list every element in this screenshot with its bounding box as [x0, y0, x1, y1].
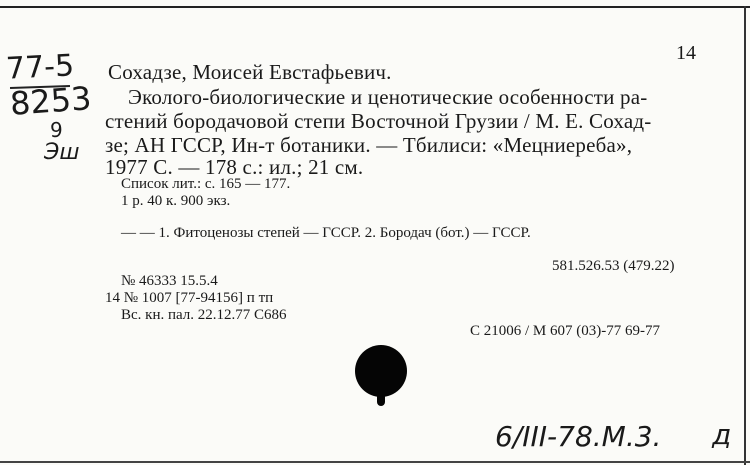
bibliography-note: Список лит.: с. 165 — 177. — [121, 176, 291, 192]
handwritten-date-note: 6/III-78.M.3. — [495, 420, 662, 453]
bottom-border — [0, 461, 750, 463]
punch-hole-tab — [377, 392, 385, 406]
handwritten-shelf-number: 8253 — [8, 79, 93, 123]
title-line-4: 1977 С. — 178 с.: ил.; 21 см. — [105, 155, 364, 179]
handwritten-mark: д — [712, 418, 732, 451]
registration-line: 14 № 1007 [77-94156] п тп — [105, 290, 274, 306]
title-line-1: Эколого-биологические и ценотические особенности ра- — [128, 85, 648, 109]
page-number: 14 — [676, 42, 696, 64]
price-note: 1 р. 40 к. 900 экз. — [121, 193, 231, 209]
top-border — [0, 6, 750, 8]
registration-number: № 46333 15.5.4 — [121, 273, 218, 289]
right-border — [744, 6, 746, 465]
author-heading: Сохадзе, Моисей Евстафьевич. — [108, 60, 392, 84]
handwritten-note-digit: 9 — [50, 118, 63, 142]
subject-headings: — — 1. Фитоценозы степей — ГССР. 2. Бородач (бот.) — ГССР. — [121, 225, 531, 241]
chamber-date: Вс. кн. пал. 22.12.77 С686 — [121, 307, 287, 323]
index-code: С 21006 / М 607 (03)-77 69-77 — [470, 323, 660, 339]
classification-code: 581.526.53 (479.22) — [552, 258, 675, 274]
handwritten-shelf-mark: 77-5 — [5, 48, 75, 87]
title-line-3: зе; АН ГССР, Ин-т ботаники. — Тбилиси: «Мецниереба», — [105, 133, 633, 157]
handwritten-note: Эш — [44, 140, 80, 165]
punch-hole — [355, 345, 407, 397]
title-line-2: стений бородачовой степи Восточной Грузии / М. Е. Сохад- — [105, 109, 652, 133]
